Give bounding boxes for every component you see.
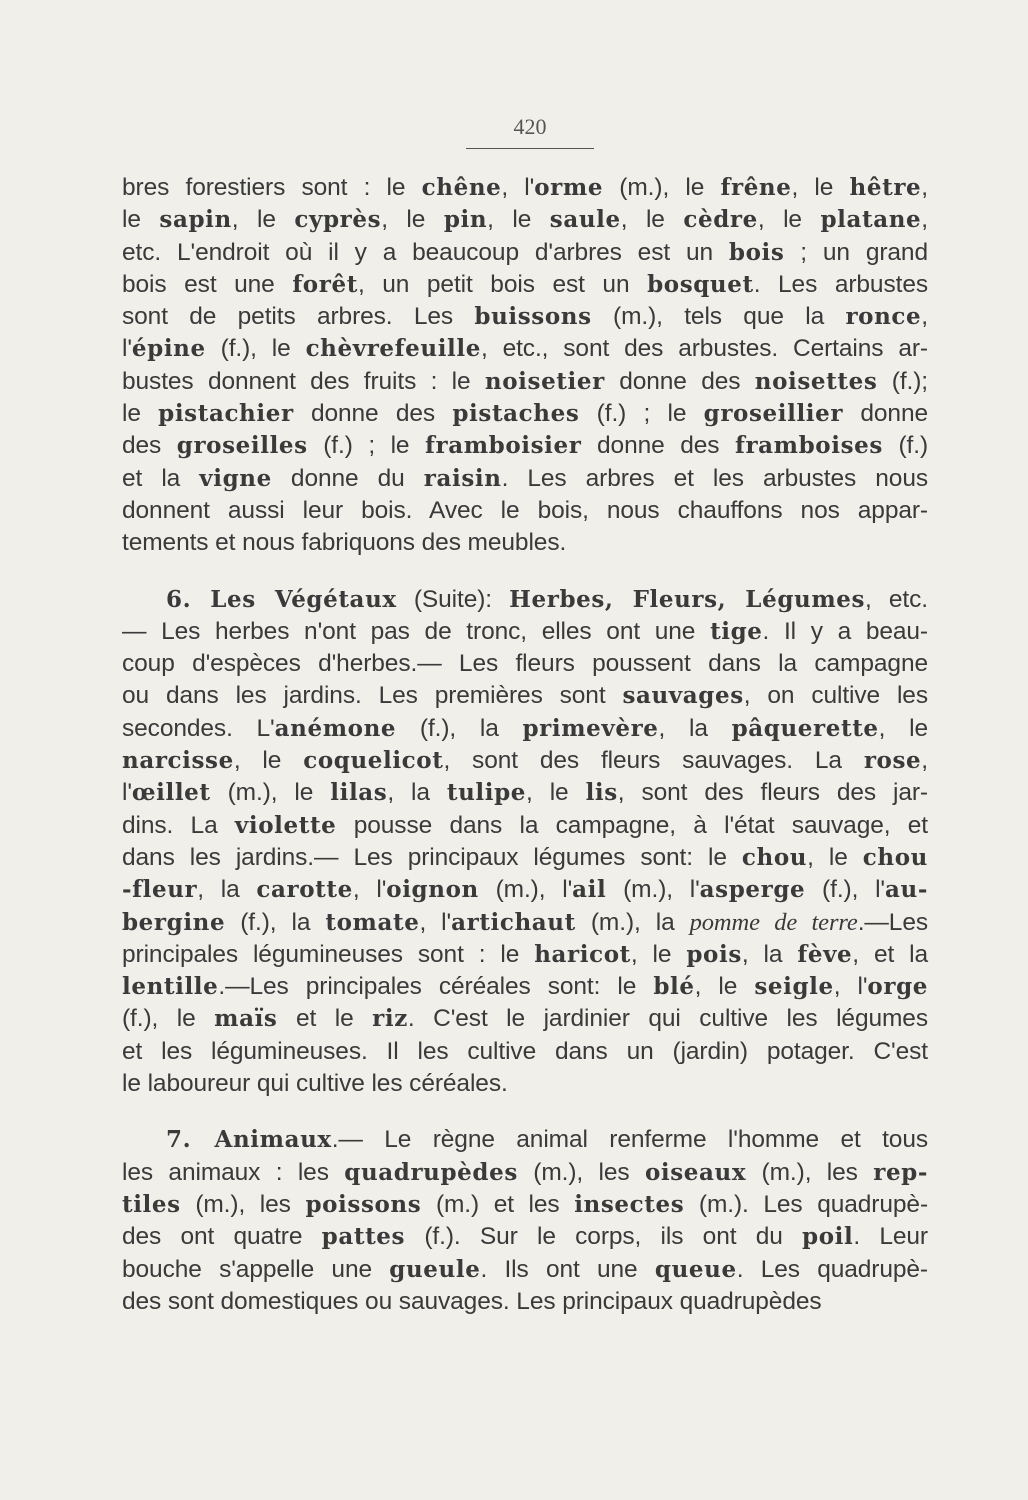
- paragraph-animaux: [122, 1124, 928, 1318]
- text-line: les animaux : les quadrupèdes (m.), les oiseaux (m.), les rep-: [122, 1158, 929, 1186]
- text-line: lentille.—Les principales céréales sont: le blé, le seigle, l'orge: [122, 973, 928, 1001]
- text-line: tements et nous fabriquons des meubles.: [122, 529, 567, 557]
- text-line: — Les herbes n'ont pas de tronc, elles ont une tige. Il y a beau-: [122, 617, 928, 645]
- text-line: le laboureur qui cultive les céréales.: [122, 1070, 508, 1098]
- text-line: secondes. L'anémone (f.), la primevère, la pâquerette, le: [122, 714, 928, 742]
- text-line: bois est une forêt, un petit bois est un bosquet. Les arbustes: [122, 270, 928, 298]
- text-line: donnent aussi leur bois. Avec le bois, nous chauffons nos appar-: [122, 496, 928, 524]
- text-line: bres forestiers sont : le chêne, l'orme (m.), le frêne, le hêtre,: [122, 174, 928, 201]
- text-line: (f.), le maïs et le riz. C'est le jardinier qui cultive les légumes: [122, 1005, 928, 1033]
- paragraph-vegetaux: [122, 584, 928, 1101]
- text-line: l'épine (f.), le chèvrefeuille, etc., sont des arbustes. Certains ar-: [122, 335, 928, 363]
- text-line: des ont quatre pattes (f.). Sur le corps, ils ont du poil. Leur: [122, 1223, 928, 1251]
- page-number: 420: [513, 114, 547, 139]
- text-line: dans les jardins.— Les principaux légumes sont: le chou, le chou: [122, 843, 928, 871]
- text-line: sont de petits arbres. Les buissons (m.), tels que la ronce,: [122, 303, 928, 331]
- text-line: des groseilles (f.) ; le framboisier donne des framboises (f.): [122, 432, 929, 460]
- paragraph-trees: [122, 172, 928, 560]
- page-number-rule: [466, 148, 594, 149]
- text-line: coup d'espèces d'herbes.— Les fleurs poussent dans la campagne: [122, 650, 928, 678]
- text-line: l'œillet (m.), le lilas, la tulipe, le lis, sont des fleurs des jar-: [122, 779, 928, 807]
- text-line: et les légumineuses. Il les cultive dans un (jardin) potager. C'est: [122, 1037, 928, 1065]
- text-line: bouche s'appelle une gueule. Ils ont une queue. Les quadrupè-: [122, 1255, 928, 1283]
- text-line: 7. Animaux.— Le règne animal renferme l'homme et tous: [166, 1126, 929, 1154]
- text-line: ou dans les jardins. Les premières sont sauvages, on cultive les: [122, 682, 928, 710]
- text-line: le pistachier donne des pistaches (f.) ; le groseillier donne: [122, 400, 929, 428]
- text-line: et la vigne donne du raisin. Les arbres et les arbustes nous: [122, 464, 928, 492]
- text-line: bustes donnent des fruits : le noisetier donne des noisettes (f.);: [122, 367, 928, 395]
- text-line: des sont domestiques ou sauvages. Les principaux quadrupèdes: [122, 1287, 822, 1315]
- text-line: bergine (f.), la tomate, l'artichaut (m.), la pomme de terre.—Les: [122, 908, 929, 936]
- text-line: tiles (m.), les poissons (m.) et les insectes (m.). Les quadrupè-: [122, 1190, 929, 1218]
- text-line: dins. La violette pousse dans la campagne, à l'état sauvage, et: [122, 811, 928, 839]
- text-line: etc. L'endroit où il y a beaucoup d'arbres est un bois ; un grand: [122, 238, 928, 266]
- text-line: 6. Les Végétaux (Suite): Herbes, Fleurs, Légumes, etc.: [166, 585, 928, 613]
- body-text: [122, 172, 928, 1318]
- text-line: principales légumineuses sont : le haricot, le pois, la fève, et la: [122, 940, 928, 968]
- text-line: -fleur, la carotte, l'oignon (m.), l'ail (m.), l'asperge (f.), l'au-: [122, 876, 928, 904]
- text-line: narcisse, le coquelicot, sont des fleurs sauvages. La rose,: [122, 747, 928, 775]
- text-line: le sapin, le cyprès, le pin, le saule, le cèdre, le platane,: [122, 206, 928, 234]
